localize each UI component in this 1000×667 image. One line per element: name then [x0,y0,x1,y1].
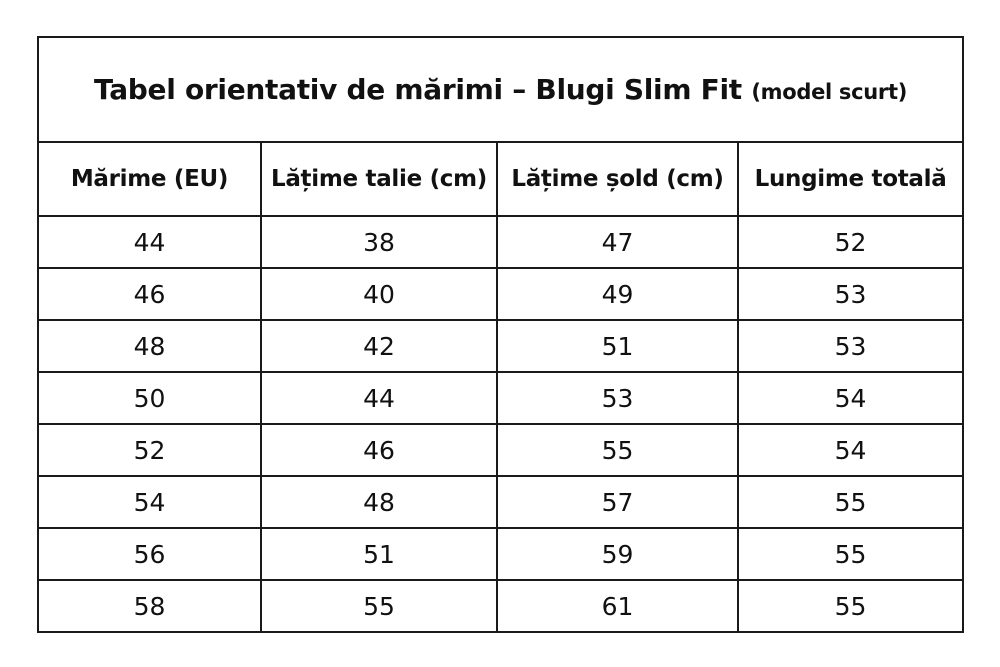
table-row [38,320,963,372]
cell-length: 53 [738,268,963,320]
cell-waist: 40 [261,268,497,320]
table-row [38,372,963,424]
cell-waist: 46 [261,424,497,476]
cell-waist: 38 [261,216,497,268]
table-row [38,528,963,580]
header-row [38,142,963,216]
column-header-size: Mărime (EU) [38,142,261,216]
cell-length: 55 [738,528,963,580]
cell-waist: 44 [261,372,497,424]
cell-size: 46 [38,268,261,320]
cell-length: 53 [738,320,963,372]
table-row [38,268,963,320]
cell-waist: 55 [261,580,497,632]
cell-size: 52 [38,424,261,476]
cell-hip: 55 [497,424,738,476]
table-title-note: (model scurt) [751,80,908,104]
column-header-length: Lungime totală [738,142,963,216]
cell-hip: 57 [497,476,738,528]
cell-hip: 61 [497,580,738,632]
title-row [38,37,963,142]
cell-size: 56 [38,528,261,580]
cell-length: 52 [738,216,963,268]
cell-waist: 48 [261,476,497,528]
cell-size: 48 [38,320,261,372]
cell-size: 54 [38,476,261,528]
cell-hip: 53 [497,372,738,424]
cell-size: 58 [38,580,261,632]
cell-size: 44 [38,216,261,268]
cell-size: 50 [38,372,261,424]
cell-hip: 59 [497,528,738,580]
cell-hip: 47 [497,216,738,268]
column-header-hip: Lățime șold (cm) [497,142,738,216]
table-row [38,476,963,528]
cell-length: 55 [738,580,963,632]
cell-length: 55 [738,476,963,528]
table-title-text: Tabel orientativ de mărimi – Blugi Slim Fit [94,73,742,106]
cell-length: 54 [738,424,963,476]
table-row [38,424,963,476]
table-row [38,580,963,632]
table-title [38,37,963,142]
cell-waist: 42 [261,320,497,372]
cell-length: 54 [738,372,963,424]
table-row [38,216,963,268]
column-header-waist: Lățime talie (cm) [261,142,497,216]
cell-hip: 51 [497,320,738,372]
size-chart-table [37,36,964,633]
cell-waist: 51 [261,528,497,580]
cell-hip: 49 [497,268,738,320]
